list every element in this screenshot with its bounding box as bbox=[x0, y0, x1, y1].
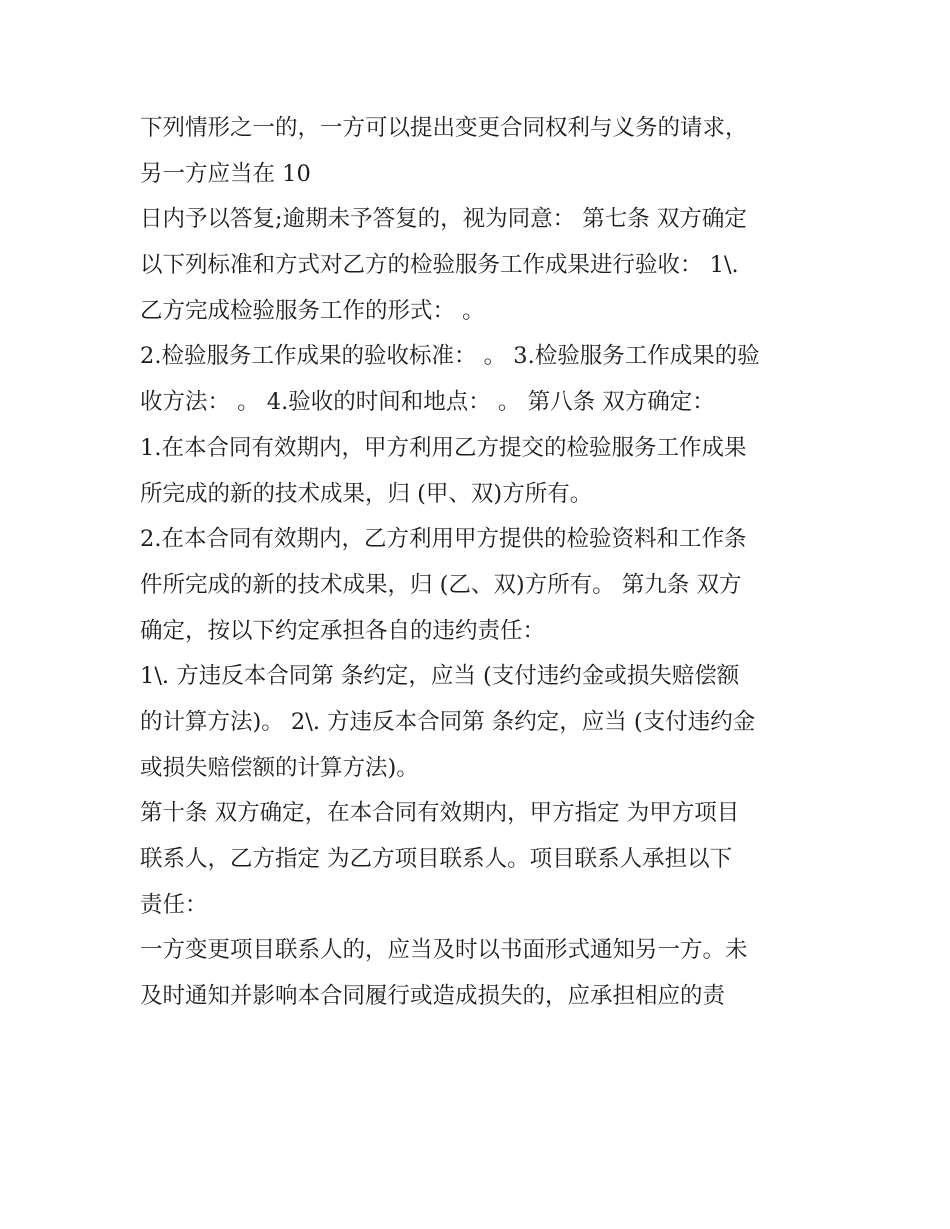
text-line: 1\. 方违反本合同第 条约定，应当 (支付违约金或损失赔偿额 bbox=[140, 663, 740, 690]
text-line: 责任： bbox=[140, 891, 208, 918]
text-line: 以下列标准和方式对乙方的检验服务工作成果进行验收： 1\. bbox=[140, 252, 739, 279]
text-line: 收方法： 。 4.验收的时间和地点： 。 第八条 双方确定： bbox=[140, 389, 715, 416]
text-line: 的计算方法)。 2\. 方违反本合同第 条约定，应当 (支付违约金 bbox=[140, 708, 756, 735]
text-line: 件所完成的新的技术成果，归 (乙、双)方所有。 第九条 双方 bbox=[140, 571, 742, 598]
text-line: 所完成的新的技术成果，归 (甲、双)方所有。 bbox=[140, 480, 593, 507]
text-line: 及时通知并影响本合同履行或造成损失的，应承担相应的责 bbox=[140, 983, 726, 1010]
text-line: 乙方完成检验服务工作的形式： 。 bbox=[140, 297, 485, 324]
text-line: 另一方应当在 10 bbox=[140, 160, 311, 187]
text-line: 日内予以答复;逾期未予答复的，视为同意： 第七条 双方确定 bbox=[140, 206, 747, 233]
text-line: 2.在本合同有效期内，乙方利用甲方提供的检验资料和工作条 bbox=[140, 526, 747, 553]
text-line: 或损失赔偿额的计算方法)。 bbox=[140, 754, 419, 781]
text-line: 2.检验服务工作成果的验收标准： 。 3.检验服务工作成果的验 bbox=[140, 343, 760, 370]
text-line: 1.在本合同有效期内，甲方利用乙方提交的检验服务工作成果 bbox=[140, 434, 747, 461]
text-line: 确定，按以下约定承担各自的违约责任： bbox=[140, 617, 546, 644]
text-line: 第十条 双方确定，在本合同有效期内，甲方指定 为甲方项目 bbox=[140, 800, 740, 827]
text-line: 联系人，乙方指定 为乙方项目联系人。项目联系人承担以下 bbox=[140, 846, 733, 872]
text-line: 下列情形之一的，一方可以提出变更合同权利与义务的请求， bbox=[140, 115, 748, 141]
text-line: 一方变更项目联系人的，应当及时以书面形式通知另一方。未 bbox=[140, 937, 748, 964]
contract-text bbox=[140, 106, 820, 1020]
